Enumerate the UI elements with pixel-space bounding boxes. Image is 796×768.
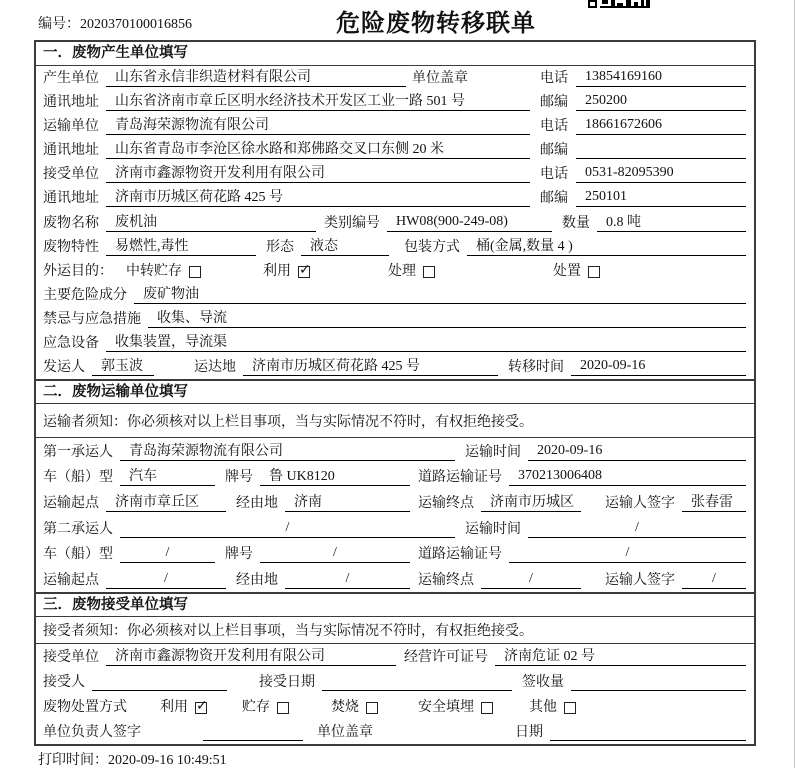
receiver-value <box>92 673 227 691</box>
receipt-qty-label: 签收量 <box>522 675 564 690</box>
transfer-time-label: 转移时间 <box>508 360 564 376</box>
row-main-hazard <box>36 283 754 307</box>
form-table <box>34 40 756 746</box>
purpose-option-transfer-storage <box>126 260 201 280</box>
waste-trait-value: 易燃性,毒性 <box>106 235 256 256</box>
phone-value-2: 18661672606 <box>576 117 746 135</box>
date-value <box>550 723 746 741</box>
document-number <box>38 13 192 33</box>
zip-group-3 <box>540 187 748 207</box>
row-route-1 <box>36 489 754 515</box>
plate-label-2: 牌号 <box>225 547 253 563</box>
disposal-utilize-label: 利用 <box>160 700 188 715</box>
zip-label-1: 邮编 <box>540 95 568 111</box>
first-carrier-value: 青岛海荣源物流有限公司 <box>120 440 455 461</box>
zip-group-1 <box>540 91 748 111</box>
phone-value-3: 0531-82095390 <box>576 165 746 183</box>
date-label: 日期 <box>515 725 543 740</box>
section-2-body <box>36 438 754 592</box>
row-receive-unit <box>36 162 754 186</box>
origin-value-1: 济南市章丘区 <box>106 491 226 512</box>
phone-group-1 <box>540 67 748 87</box>
row-transport-unit <box>36 114 754 138</box>
disposal-option-other <box>529 696 576 716</box>
row-waste-trait <box>36 235 754 259</box>
document-number-label: 编号： <box>38 17 80 32</box>
origin-value-2: / <box>106 571 226 589</box>
print-time-label: 打印时间： <box>38 753 108 768</box>
transporter-sign-value-2: / <box>682 571 746 589</box>
category-value: HW08(900-249-08) <box>387 214 552 232</box>
address-value-2: 山东省青岛市李沧区徐水路和郑佛路交叉口东侧 20 米 <box>106 138 530 159</box>
phone-label-3: 电话 <box>540 167 568 183</box>
purpose-label: 外运目的： <box>43 263 113 279</box>
dispose-checkbox <box>588 266 600 278</box>
phone-label-1: 电话 <box>540 71 568 87</box>
receive-date-value <box>322 673 512 691</box>
disposal-landfill-label: 安全填埋 <box>418 700 474 715</box>
transporter-sign-value-1: 张春雷 <box>682 491 746 512</box>
treat-label: 处理 <box>388 263 416 279</box>
category-label: 类别编号 <box>324 215 380 231</box>
produce-unit-value: 山东省永信非织造材料有限公司 <box>106 66 406 87</box>
zip-label-3: 邮编 <box>540 191 568 207</box>
emergency-equipment-label: 应急设备 <box>43 335 99 351</box>
produce-unit-label: 产生单位 <box>43 71 99 87</box>
purpose-option-treat <box>388 260 435 280</box>
utilize-checkbox <box>298 266 310 278</box>
disposal-option-store <box>242 696 289 716</box>
waste-name-value: 废机油 <box>106 211 316 232</box>
manager-sign-label: 单位负责人签字 <box>43 725 141 740</box>
license-value: 济南危证 02 号 <box>495 645 746 666</box>
transport-unit-value: 青岛海荣源物流有限公司 <box>106 114 530 135</box>
disposal-utilize-checkbox <box>195 702 207 714</box>
section-3-title: 三．废物接受单位填写 <box>36 592 754 617</box>
address-value-1: 山东省济南市章丘区明水经济技术开发区工业一路 501 号 <box>106 90 530 111</box>
receive-unit-label: 接受单位 <box>43 167 99 183</box>
second-carrier-label: 第二承运人 <box>43 521 113 537</box>
transport-time-value-1: 2020-09-16 <box>528 443 746 461</box>
qr-code-fragment <box>588 0 650 9</box>
quantity-value: 0.8 吨 <box>597 211 746 232</box>
emergency-measures-value: 收集、导流 <box>148 307 746 328</box>
destination-value: 济南市历城区荷花路 425 号 <box>243 355 498 376</box>
row-second-carrier <box>36 515 754 541</box>
plate-value-1: 鲁 UK8120 <box>260 465 410 486</box>
disposal-incinerate-label: 焚烧 <box>331 700 359 715</box>
row-outbound-purpose <box>36 259 754 283</box>
emergency-equipment-value: 收集装置，导流渠 <box>106 331 746 352</box>
via-label-1: 经由地 <box>236 496 278 512</box>
form-label: 形态 <box>266 239 294 255</box>
end-label-1: 运输终点 <box>418 496 474 512</box>
address-label-1: 通讯地址 <box>43 95 99 111</box>
print-time-value: 2020-09-16 10:49:51 <box>108 753 227 768</box>
vehicle-type-value-2: / <box>120 545 215 563</box>
license-label: 经营许可证号 <box>404 650 488 665</box>
address-label-3: 通讯地址 <box>43 191 99 207</box>
disposal-option-utilize <box>160 696 207 716</box>
transporter-sign-label-1: 运输人签字 <box>605 496 675 512</box>
row-shipper <box>36 355 754 379</box>
shipper-value: 郭玉波 <box>92 355 154 376</box>
row-emergency-measures <box>36 307 754 331</box>
transport-unit-label: 运输单位 <box>43 119 99 135</box>
receive-date-label: 接受日期 <box>259 675 315 690</box>
via-value-1: 济南 <box>285 491 410 512</box>
disposal-option-landfill <box>418 696 493 716</box>
disposal-store-checkbox <box>277 702 289 714</box>
plate-label-1: 牌号 <box>225 470 253 486</box>
row-manager-sign <box>36 719 754 744</box>
section-2-title: 二．废物运输单位填写 <box>36 379 754 404</box>
zip-value-3: 250101 <box>576 189 746 207</box>
origin-label-1: 运输起点 <box>43 496 99 512</box>
row-disposal-method <box>36 694 754 719</box>
zip-value-1: 250200 <box>576 93 746 111</box>
row-receiver-address <box>36 186 754 210</box>
unit-seal-label: 单位盖章 <box>412 71 468 87</box>
vehicle-type-label-2: 车（船）型 <box>43 547 113 563</box>
second-carrier-value: / <box>120 520 455 538</box>
main-hazard-value: 废矿物油 <box>134 283 746 304</box>
disposal-other-checkbox <box>564 702 576 714</box>
purpose-option-utilize <box>263 260 310 280</box>
road-cert-value-2: / <box>509 545 746 563</box>
vehicle-type-value-1: 汽车 <box>120 465 215 486</box>
road-cert-value-1: 370213006408 <box>509 468 746 486</box>
receive-unit-label-2: 接受单位 <box>43 650 99 665</box>
road-cert-label-1: 道路运输证号 <box>418 470 502 486</box>
row-route-2 <box>36 566 754 592</box>
receive-unit-value-2: 济南市鑫源物资开发利用有限公司 <box>106 645 396 666</box>
utilize-label: 利用 <box>263 263 291 279</box>
section-3-body <box>36 644 754 744</box>
disposal-option-incinerate <box>331 696 378 716</box>
receipt-qty-value <box>571 673 746 691</box>
phone-group-2 <box>540 115 748 135</box>
transfer-storage-checkbox <box>189 266 201 278</box>
end-label-2: 运输终点 <box>418 573 474 589</box>
transport-time-label-1: 运输时间 <box>465 444 521 460</box>
transfer-time-value: 2020-09-16 <box>571 358 746 376</box>
disposal-method-label: 废物处置方式 <box>43 700 127 715</box>
disposal-store-label: 贮存 <box>242 700 270 715</box>
road-cert-label-2: 道路运输证号 <box>418 547 502 563</box>
address-value-3: 济南市历城区荷花路 425 号 <box>106 186 530 207</box>
form-value: 液态 <box>301 235 389 256</box>
dispose-label: 处置 <box>553 263 581 279</box>
packing-label: 包装方式 <box>404 239 460 255</box>
disposal-incinerate-checkbox <box>366 702 378 714</box>
manager-sign-value <box>203 723 303 741</box>
row-vehicle-1 <box>36 464 754 490</box>
row-emergency-equipment <box>36 331 754 355</box>
origin-label-2: 运输起点 <box>43 573 99 589</box>
row-producer-address <box>36 90 754 114</box>
via-value-2: / <box>285 571 410 589</box>
address-label-2: 通讯地址 <box>43 143 99 159</box>
emergency-measures-label: 禁忌与应急措施 <box>43 311 141 327</box>
receiver-label: 接受人 <box>43 675 85 690</box>
transport-time-label-2: 运输时间 <box>465 521 521 537</box>
waste-name-label: 废物名称 <box>43 215 99 231</box>
zip-label-2: 邮编 <box>540 143 568 159</box>
disposal-landfill-checkbox <box>481 702 493 714</box>
phone-label-2: 电话 <box>540 119 568 135</box>
page-title: 危险废物转移联单 <box>336 10 536 37</box>
row-waste-name <box>36 210 754 234</box>
zip-value-2 <box>576 141 746 159</box>
row-transporter-address <box>36 138 754 162</box>
receiver-notice: 接受者须知：你必须核对以上栏目事项，当与实际情况不符时，有权拒绝接受。 <box>36 617 754 644</box>
treat-checkbox <box>423 266 435 278</box>
transporter-sign-label-2: 运输人签字 <box>605 573 675 589</box>
print-time <box>38 749 227 768</box>
document-number-value: 2020370100016856 <box>80 17 192 32</box>
shipper-label: 发运人 <box>43 360 85 376</box>
packing-value: 桶(金属,数量 4 ) <box>467 235 746 256</box>
row-first-carrier <box>36 438 754 464</box>
purpose-option-dispose <box>553 260 600 280</box>
section-1-title: 一．废物产生单位填写 <box>36 42 754 66</box>
unit-seal-label-2: 单位盖章 <box>317 725 373 740</box>
row-receiver <box>36 669 754 694</box>
quantity-label: 数量 <box>562 215 590 231</box>
receive-unit-value: 济南市鑫源物资开发利用有限公司 <box>106 162 530 183</box>
main-hazard-label: 主要危险成分 <box>43 287 127 303</box>
waste-trait-label: 废物特性 <box>43 239 99 255</box>
transporter-notice: 运输者须知：你必须核对以上栏目事项，当与实际情况不符时，有权拒绝接受。 <box>36 404 754 438</box>
disposal-other-label: 其他 <box>529 700 557 715</box>
page-edge-line <box>794 0 795 768</box>
row-vehicle-2 <box>36 541 754 567</box>
transport-time-value-2: / <box>528 520 746 538</box>
row-produce-unit <box>36 66 754 90</box>
phone-value-1: 13854169160 <box>576 69 746 87</box>
vehicle-type-label-1: 车（船）型 <box>43 470 113 486</box>
phone-group-3 <box>540 163 748 183</box>
end-value-1: 济南市历城区 <box>481 491 581 512</box>
via-label-2: 经由地 <box>236 573 278 589</box>
row-receive-unit-2 <box>36 644 754 669</box>
destination-label: 运达地 <box>194 360 236 376</box>
first-carrier-label: 第一承运人 <box>43 444 113 460</box>
zip-group-2 <box>540 139 748 159</box>
transfer-storage-label: 中转贮存 <box>126 263 182 279</box>
end-value-2: / <box>481 571 581 589</box>
section-1-body <box>36 66 754 379</box>
plate-value-2: / <box>260 545 410 563</box>
